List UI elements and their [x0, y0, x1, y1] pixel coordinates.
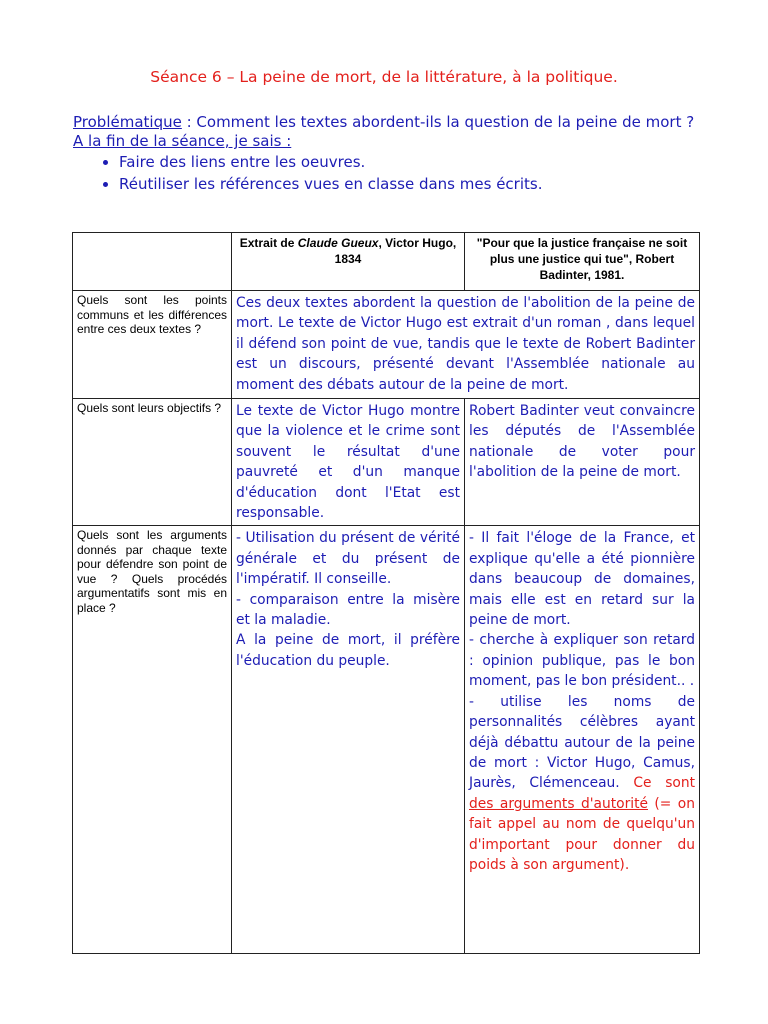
row2-badinter: Robert Badinter veut convaincre les députés de l'Assemblée nationale de voter pour l'abolition de la peine de mort.	[465, 399, 700, 526]
header-hugo-suffix: , Victor Hugo, 1834	[334, 236, 457, 266]
table-row	[73, 291, 700, 399]
row2-hugo: Le texte de Victor Hugo montre que la violence et le crime sont souvent le résultat d'une pauvreté et d'un manque d'éducation dont l'Etat est responsable.	[232, 399, 465, 526]
header-empty-cell	[73, 233, 232, 291]
row3-red-text: Ce sont	[633, 775, 695, 792]
row3-question: Quels sont les arguments donnés par chaque texte pour défendre son point de vue ? Quels procédés argumentatifs sont mis en place ?	[73, 526, 232, 954]
row1-question: Quels sont les points communs et les différences entre ces deux textes ?	[73, 291, 232, 399]
row3-hugo	[232, 526, 465, 954]
row3-red-explanation: (= on fait appel au nom de quelqu'un d'important pour donner du poids à son argument).	[469, 795, 695, 873]
row3-hugo-line: - Utilisation du présent de vérité générale et du présent de l'impératif. Il conseille.	[236, 530, 460, 588]
header-badinter: "Pour que la justice française ne soit plus une justice qui tue", Robert Badinter, 1981.	[465, 233, 700, 291]
objectives-heading: A la fin de la séance, je sais :	[73, 132, 292, 150]
row3-hugo-line: - comparaison entre la misère et la maladie.	[236, 591, 460, 629]
problematique-line	[73, 112, 694, 132]
page-title: Séance 6 – La peine de mort, de la littérature, à la politique.	[150, 68, 618, 86]
row1-answer: Ces deux textes abordent la question de l'abolition de la peine de mort. Le texte de Victor Hugo est extrait d'un roman , dans lequel il défend son point de vue, tandis que le texte de Robert Badinter est un discours, présenté devant l'Assemblée nationale au moment des débats autour de la peine de mort.	[232, 291, 700, 399]
row3-red-underlined: des arguments d'autorité	[469, 795, 648, 812]
header-hugo-title: Claude Gueux	[297, 236, 379, 250]
row3-hugo-line: A la peine de mort, il préfère l'éducation du peuple.	[236, 632, 460, 669]
row3-badinter-line	[469, 692, 695, 876]
row3-badinter-line: - cherche à expliquer son retard : opinion publique, pas le bon moment, pas le bon président.. .	[469, 632, 695, 690]
row3-badinter-line: - Il fait l'éloge de la France, et explique qu'elle a été pionnière dans beaucoup de domaines, mais elle est en retard sur la peine de mort.	[469, 530, 695, 629]
comparison-table	[72, 232, 700, 954]
header-hugo-prefix: Extrait de	[239, 236, 298, 250]
objective-item: • Réutiliser les références vues en classe dans mes écrits.	[119, 173, 542, 195]
problematique-label: Problématique	[73, 113, 182, 131]
problematique-text: : Comment les textes abordent-ils la question de la peine de mort ?	[181, 113, 695, 131]
objective-item: • Faire des liens entre les oeuvres.	[119, 151, 542, 173]
row3-badinter	[465, 526, 700, 954]
objectives-block	[73, 131, 542, 195]
row3-badinter-authority-text: - utilise les noms de personnalités célèbres ayant déjà débattu autour de la peine de mort : Victor Hugo, Camus, Jaurès, Clémenceau.	[469, 693, 695, 792]
table-row	[73, 526, 700, 954]
table-row	[73, 399, 700, 526]
row2-question: Quels sont leurs objectifs ?	[73, 399, 232, 526]
header-hugo	[232, 233, 465, 291]
table-header-row	[73, 233, 700, 291]
objectives-list	[73, 151, 542, 195]
